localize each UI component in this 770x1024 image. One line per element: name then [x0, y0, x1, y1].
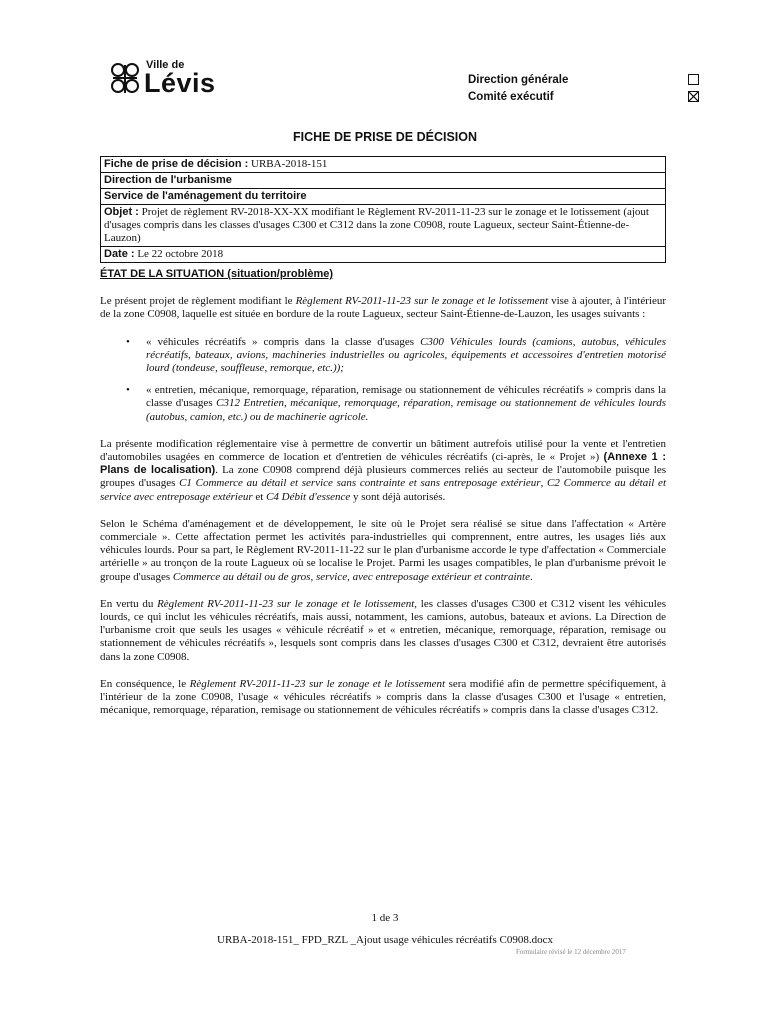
p3-text-c: . [529, 570, 533, 583]
situation-section [100, 268, 666, 731]
p1-text-a: Le présent projet de règlement modifiant le [100, 295, 296, 308]
ville-de-levis-logo [108, 57, 228, 101]
logo-ville-text: Ville de [146, 59, 185, 71]
distribution-direction-generale: Direction générale [468, 74, 569, 86]
paragraph-schema [100, 518, 666, 584]
objet-label: Objet : [104, 206, 139, 218]
comite-executif-checkbox[interactable] [688, 91, 699, 102]
bullet-icon: • [126, 335, 130, 348]
p2-c2: C2 Commerce au détail et service avec entreposage extérieur [100, 477, 666, 503]
p4-reglement-title: Règlement RV-2011-11-23 sur le zonage et le lotissement [157, 597, 415, 610]
list-item [100, 384, 666, 424]
p5-text-c: sera modifié afin de permettre spécifiquement, à l'intérieur de la zone C0908, l'usage « véhicules récréatifs » compris dans la classe d'usages C300 et l'usage « entretien, mécanique, remorquage, réparation, remisage ou stationnement de véhicules récréatifs » compris dans la classe d'usages C312. [100, 677, 666, 717]
p5-reglement-title: Règlement RV-2011-11-23 sur le zonage et le lotissement [189, 677, 446, 690]
objet-value: Projet de règlement RV-2018-XX-XX modifiant le Règlement RV-2011-11-23 sur le zonage et le lotissement (ajout d'usages compris dans les classes d'usages C300 et C312 dans la zone C0908, route Lagueux, secteur Saint-Étienne-de-Lauzon) [104, 206, 649, 244]
fiche-value: URBA-2018-151 [251, 158, 328, 170]
bullet-icon: • [126, 384, 130, 397]
p4-text-a: En vertu du [100, 597, 158, 610]
section-title: ÉTAT DE LA SITUATION (situation/problème) [100, 268, 334, 280]
distribution-comite-executif: Comité exécutif [468, 91, 554, 103]
footer-filename: URBA-2018-151_ FPD_RZL _Ajout usage véhicules récréatifs C0908.docx [217, 934, 553, 946]
logo-levis-text: Lévis [144, 68, 216, 98]
bullet-2-text: « entretien, mécanique, remorquage, réparation, remisage ou stationnement de véhicules récréatifs » compris dans la classe d'usages [146, 384, 666, 410]
usage-list [100, 336, 666, 424]
bullet-1-text: « véhicules récréatifs » compris dans la classe d'usages [146, 335, 421, 348]
bullet-2-class: C312 Entretien, mécanique, remorquage, réparation, remisage ou stationnement de véhicules lourds (autobus, camion, etc.) ou de machinerie agricole. [146, 397, 666, 423]
direction-generale-checkbox[interactable] [688, 74, 699, 85]
list-item [100, 336, 666, 376]
p5-text-a: En conséquence, le [100, 677, 190, 690]
paragraph-intro [100, 295, 666, 321]
paragraph-modification [100, 438, 666, 504]
fleur-de-lis-logo-icon [108, 61, 142, 97]
bullet-1-class: C300 Véhicules lourds (camions, autobus, véhicules récréatifs, bateaux, avions, machineries industrielles ou agricoles, équipements et accessoires d'entretien motorisé lourd (tondeuse, souffleuse, remorque, etc.)); [146, 335, 666, 375]
p2-sep-2: et [252, 490, 267, 503]
date-row [101, 247, 665, 262]
p2-text-a: La présente modification réglementaire vise à permettre de convertir un bâtiment autrefois utilisé pour la vente et l'entretien d'automobiles usagées en commerce de location et d'entretien de véhicules récréatifs (ci-après, le « Projet ») [100, 437, 666, 464]
p3-groupe: Commerce au détail ou de gros, service, avec entreposage extérieur et contrainte [172, 570, 530, 583]
p1-text-c: vise à ajouter, à l'intérieur de la zone C0908, laquelle est située en bordure de la route Lagueux, secteur Saint-Étienne-de-Lauzon, les usages suivants : [100, 295, 666, 321]
objet-row [101, 205, 665, 247]
checkmark-x-icon [689, 92, 698, 101]
p2-c1: C1 Commerce au détail et service sans contrainte et sans entreposage extérieur [179, 477, 541, 490]
page-number: 1 de 3 [371, 912, 399, 924]
date-label: Date : [104, 248, 135, 260]
p1-reglement-title: Règlement RV-2011-11-23 sur le zonage et le lotissement [295, 295, 549, 308]
date-value: Le 22 octobre 2018 [137, 248, 224, 260]
direction-row: Direction de l'urbanisme [101, 173, 665, 189]
p2-annexe: (Annexe 1 : Plans de localisation) [100, 451, 666, 477]
footer-revision-note: Formulaire révisé le 12 décembre 2017 [516, 948, 626, 956]
paragraph-vertu [100, 598, 666, 664]
decision-info-table [100, 156, 666, 263]
p2-sep-1: , [540, 477, 548, 490]
p2-text-i: y sont déjà autorisés. [350, 490, 446, 503]
p3-text-a: Selon le Schéma d'aménagement et de développement, le site où le Projet sera réalisé se situe dans l'affectation « Artère commerciale ». Cette affectation permet les activités para-industrielles qui comprennent, entre autres, les usages liés aux véhicules lourds. Pour sa part, le Règlement RV-2011-11-22 sur le plan d'urbanisme accorde le type d'affectation « Commerciale artérielle » au tronçon de la route Lagueux où se localise le Projet. Parmi les usages compatibles, le plan d'urbanisme prévoit le groupe d'usages [100, 517, 666, 583]
paragraph-consequence [100, 678, 666, 718]
document-title: FICHE DE PRISE DE DÉCISION [292, 130, 478, 144]
p4-text-c: , les classes d'usages C300 et C312 visent les véhicules lourds, ce qui inclut les véhicules récréatifs, mais aussi, notamment, les camions, autobus, bateaux et avions. La Direction de l'urbanisme croit que seuls les usages « véhicule récréatif » et « entretien, mécanique, remorquage, réparation, remisage ou stationnement de véhicules récréatifs », lesquels sont compris dans les classes d'usages C300 et C312, devraient être autorisés dans la zone C0908. [100, 597, 666, 663]
p2-text-c: . La zone C0908 comprend déjà plusieurs commerces reliés au secteur de l'automobile puisque les groupes d'usages [100, 464, 666, 490]
fiche-row [101, 157, 665, 173]
service-row: Service de l'aménagement du territoire [101, 189, 665, 205]
p2-c4: C4 Débit d'essence [266, 490, 351, 503]
fiche-label: Fiche de prise de décision : [104, 158, 249, 170]
